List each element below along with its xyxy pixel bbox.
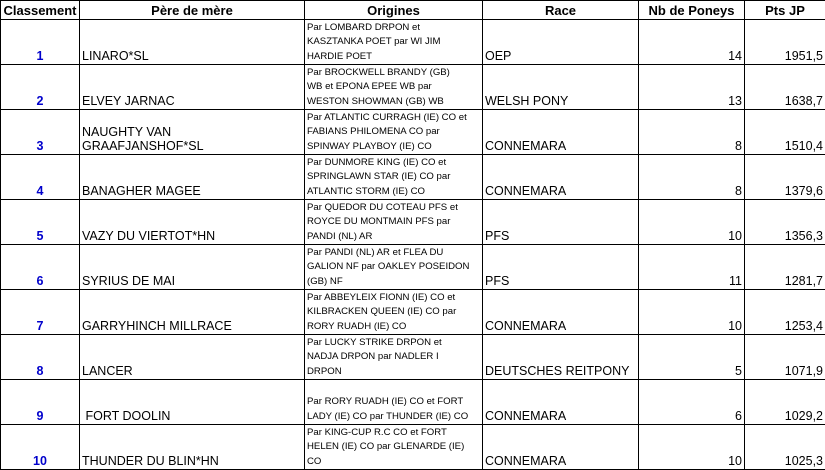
header-pts-jp: Pts JP	[745, 1, 825, 20]
origins-line: WB et EPONA EPEE WB par	[307, 80, 480, 95]
header-race: Race	[483, 1, 639, 20]
nb-poneys-cell: 10	[639, 425, 745, 470]
sire-cell	[80, 110, 305, 155]
rank-cell: 6	[1, 245, 80, 290]
origins-line: Par QUEDOR DU COTEAU PFS et	[307, 201, 480, 216]
origins-line: Par RORY RUADH (IE) CO et FORT	[307, 395, 480, 410]
nb-poneys-cell: 13	[639, 65, 745, 110]
sire-line: NAUGHTY VAN	[82, 125, 302, 139]
origins-line: KILBRACKEN QUEEN (IE) CO par	[307, 305, 480, 320]
rank-cell: 4	[1, 155, 80, 200]
sire-line: THUNDER DU BLIN*HN	[82, 454, 302, 468]
nb-poneys-cell: 14	[639, 20, 745, 65]
origins-line: Par KING-CUP R.C CO et FORT	[307, 426, 480, 441]
origins-line: DRPON	[307, 365, 480, 380]
origins-line: NADJA DRPON par NADLER I	[307, 350, 480, 365]
pts-jp-cell: 1638,7	[745, 65, 825, 110]
origins-line: SPRINGLAWN STAR (IE) CO par	[307, 170, 480, 185]
table-row	[1, 65, 825, 110]
table-row	[1, 335, 825, 380]
origins-cell	[305, 200, 483, 245]
sire-cell	[80, 335, 305, 380]
nb-poneys-cell: 8	[639, 110, 745, 155]
origins-line: RORY RUADH (IE) CO	[307, 320, 480, 335]
rank-cell: 1	[1, 20, 80, 65]
origins-line: HARDIE POET	[307, 50, 480, 65]
origins-line: Par DUNMORE KING (IE) CO et	[307, 156, 480, 171]
origins-line: ROYCE DU MONTMAIN PFS par	[307, 215, 480, 230]
origins-line: Par PANDI (NL) AR et FLEA DU	[307, 246, 480, 261]
sire-line: VAZY DU VIERTOT*HN	[82, 229, 302, 243]
table-row	[1, 380, 825, 425]
race-cell: WELSH PONY	[483, 65, 639, 110]
table-row	[1, 200, 825, 245]
sire-cell	[80, 245, 305, 290]
origins-cell	[305, 290, 483, 335]
sire-line: LANCER	[82, 364, 302, 378]
sire-line: GRAAFJANSHOF*SL	[82, 139, 302, 153]
header-nb-de-poneys: Nb de Poneys	[639, 1, 745, 20]
sire-cell	[80, 155, 305, 200]
origins-cell	[305, 20, 483, 65]
table-row	[1, 245, 825, 290]
origins-cell	[305, 245, 483, 290]
origins-line: Par LOMBARD DRPON et	[307, 21, 480, 36]
origins-cell	[305, 335, 483, 380]
sire-line: ELVEY JARNAC	[82, 94, 302, 108]
header-pere-de-mere: Père de mère	[80, 1, 305, 20]
pts-jp-cell: 1356,3	[745, 200, 825, 245]
sire-line: BANAGHER MAGEE	[82, 184, 302, 198]
pts-jp-cell: 1510,4	[745, 110, 825, 155]
rank-cell: 9	[1, 380, 80, 425]
sire-line: SYRIUS DE MAI	[82, 274, 302, 288]
pts-jp-cell: 1029,2	[745, 380, 825, 425]
origins-line: WESTON SHOWMAN (GB) WB	[307, 95, 480, 110]
sire-cell	[80, 425, 305, 470]
pts-jp-cell: 1025,3	[745, 425, 825, 470]
sire-cell	[80, 380, 305, 425]
origins-line: Par LUCKY STRIKE DRPON et	[307, 336, 480, 351]
race-cell: DEUTSCHES REITPONY	[483, 335, 639, 380]
origins-line: KASZTANKA POET par WI JIM	[307, 35, 480, 50]
sire-line: FORT DOOLIN	[82, 409, 302, 423]
table-row	[1, 425, 825, 470]
race-cell: CONNEMARA	[483, 380, 639, 425]
race-cell: CONNEMARA	[483, 290, 639, 335]
nb-poneys-cell: 11	[639, 245, 745, 290]
nb-poneys-cell: 6	[639, 380, 745, 425]
race-cell: PFS	[483, 245, 639, 290]
race-cell: CONNEMARA	[483, 155, 639, 200]
origins-cell	[305, 425, 483, 470]
table-row	[1, 110, 825, 155]
rank-cell: 7	[1, 290, 80, 335]
sire-line: LINARO*SL	[82, 49, 302, 63]
nb-poneys-cell: 5	[639, 335, 745, 380]
sire-cell	[80, 290, 305, 335]
sire-cell	[80, 20, 305, 65]
pts-jp-cell: 1379,6	[745, 155, 825, 200]
origins-line: GALION NF par OAKLEY POSEIDON	[307, 260, 480, 275]
origins-line: FABIANS PHILOMENA CO par	[307, 125, 480, 140]
origins-line: Par ATLANTIC CURRAGH (IE) CO et	[307, 111, 480, 126]
header-origines: Origines	[305, 1, 483, 20]
sire-line: GARRYHINCH MILLRACE	[82, 319, 302, 333]
origins-line: ATLANTIC STORM (IE) CO	[307, 185, 480, 200]
race-cell: CONNEMARA	[483, 110, 639, 155]
table-row	[1, 20, 825, 65]
race-cell: OEP	[483, 20, 639, 65]
rank-cell: 2	[1, 65, 80, 110]
origins-line: Par ABBEYLEIX FIONN (IE) CO et	[307, 291, 480, 306]
nb-poneys-cell: 10	[639, 200, 745, 245]
nb-poneys-cell: 8	[639, 155, 745, 200]
table-row	[1, 155, 825, 200]
header-row	[1, 1, 825, 20]
rank-cell: 3	[1, 110, 80, 155]
origins-line: CO	[307, 455, 480, 470]
origins-line: Par BROCKWELL BRANDY (GB)	[307, 66, 480, 81]
sire-cell	[80, 200, 305, 245]
nb-poneys-cell: 10	[639, 290, 745, 335]
origins-cell	[305, 155, 483, 200]
origins-cell	[305, 65, 483, 110]
origins-line: LADY (IE) CO par THUNDER (IE) CO	[307, 410, 480, 425]
origins-line: HELEN (IE) CO par GLENARDE (IE)	[307, 440, 480, 455]
rank-cell: 8	[1, 335, 80, 380]
header-classement: Classement	[1, 1, 80, 20]
pts-jp-cell: 1951,5	[745, 20, 825, 65]
pts-jp-cell: 1253,4	[745, 290, 825, 335]
race-cell: CONNEMARA	[483, 425, 639, 470]
origins-line: PANDI (NL) AR	[307, 230, 480, 245]
origins-cell	[305, 380, 483, 425]
pts-jp-cell: 1281,7	[745, 245, 825, 290]
pts-jp-cell: 1071,9	[745, 335, 825, 380]
table-row	[1, 290, 825, 335]
rank-cell: 10	[1, 425, 80, 470]
race-cell: PFS	[483, 200, 639, 245]
origins-line: SPINWAY PLAYBOY (IE) CO	[307, 140, 480, 155]
origins-cell	[305, 110, 483, 155]
origins-line: (GB) NF	[307, 275, 480, 290]
rank-cell: 5	[1, 200, 80, 245]
sire-cell	[80, 65, 305, 110]
